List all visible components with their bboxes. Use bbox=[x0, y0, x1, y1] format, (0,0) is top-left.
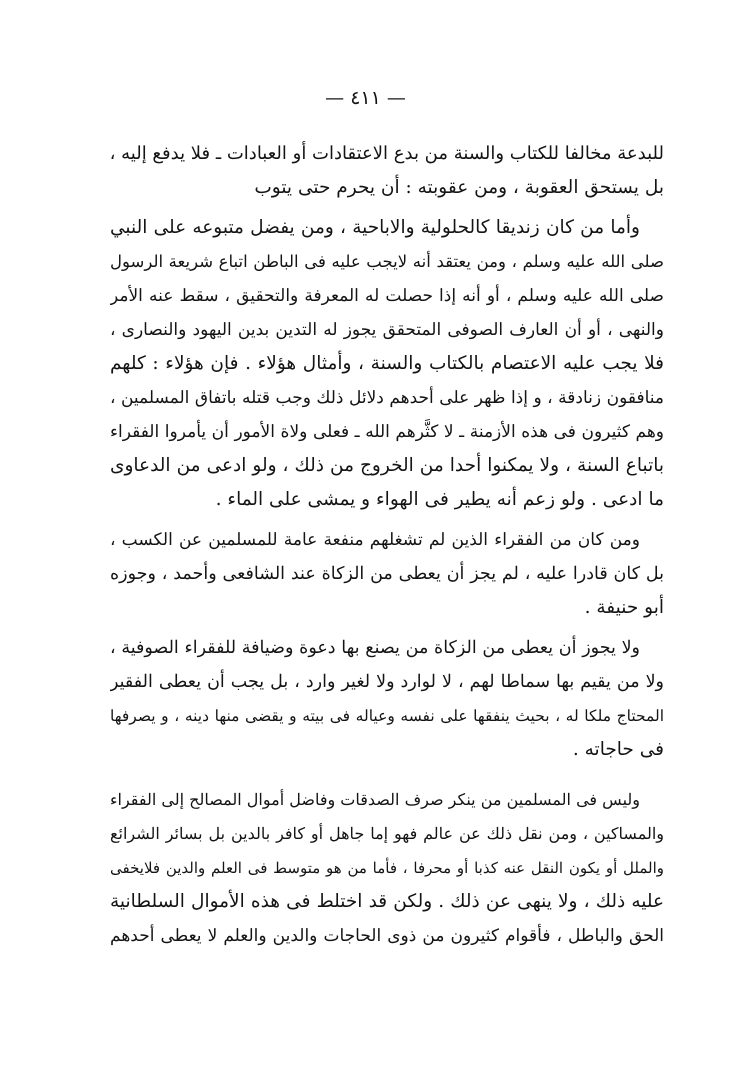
text-line: ولا من يقيم بها سماطا لهم ، لا لوارد ولا لغير وارد ، بل يجب أن يعطى الفقير bbox=[110, 672, 664, 692]
text-line: بل يستحق العقوبة ، ومن عقوبته : أن يحرم حتى يتوب bbox=[254, 177, 664, 198]
text-line: صلى الله عليه وسلم ، أو أنه إذا حصلت له المعرفة والتحقيق ، سقط عنه الأمر bbox=[110, 286, 664, 306]
text-line: ولا يجوز أن يعطى من الزكاة من يصنع بها دعوة وضيافة للفقراء الصوفية ، bbox=[110, 638, 640, 658]
text-line: منافقون زنادقة ، و إذا ظهر على أحدهم دلائل ذلك وجب قتله باتفاق المسلمين ، bbox=[110, 388, 664, 408]
text-line: بل كان قادرا عليه ، لم يجز أن يعطى من الزكاة عند الشافعى وأحمد ، وجوزه bbox=[110, 564, 664, 584]
page-number: — ٤١١ — bbox=[325, 87, 406, 109]
text-line: وهم كثيرون فى هذه الأزمنة ـ لا كثَّرهم الله ـ فعلى ولاة الأمور أن يأمروا الفقراء bbox=[110, 422, 664, 442]
text-line: والمساكين ، ومن نقل ذلك عن عالم فهو إما جاهل أو كافر بالدين بل بسائر الشرائع bbox=[110, 824, 664, 843]
text-line: الحق والباطل ، فأقوام كثيرون من ذوى الحاجات والدين والعلم لا يعطى أحدهم bbox=[110, 926, 664, 946]
text-line: وأما من كان زنديقا كالحلولية والاباحية ، ومن يفضل متبوعه على النبي bbox=[110, 217, 640, 238]
text-line: والنهى ، أو أن العارف الصوفى المتحقق يجوز له التدين بدين اليهود والنصارى ، bbox=[110, 320, 664, 340]
text-line: المحتاج ملكا له ، بحيث ينفقها على نفسه وعياله فى بيته و يقضى منها دينه ، و يصرفها bbox=[110, 707, 664, 725]
text-line: والملل أو يكون النقل عنه كذبا أو محرفا ، فأما من هو متوسط فى العلم والدين فلايخفى bbox=[110, 859, 664, 877]
text-line: ما ادعى . ولو زعم أنه يطير فى الهواء و يمشى على الماء . bbox=[215, 489, 664, 510]
text-line: للبدعة مخالفا للكتاب والسنة من بدع الاعتقادات أو العبادات ـ فلا يدفع إليه ، bbox=[110, 143, 664, 164]
text-line: ومن كان من الفقراء الذين لم تشغلهم منفعة عامة للمسلمين عن الكسب ، bbox=[110, 530, 640, 550]
text-line: عليه ذلك ، ولا ينهى عن ذلك . ولكن قد اختلط فى هذه الأموال السلطانية bbox=[110, 891, 664, 912]
text-line: صلى الله عليه وسلم ، ومن يعتقد أنه لايجب عليه فى الباطن اتباع شريعة الرسول bbox=[110, 252, 664, 271]
text-line: فلا يجب عليه الاعتصام بالكتاب والسنة ، وأمثال هؤلاء . فإن هؤلاء : كلهم bbox=[110, 353, 664, 374]
text-line: وليس فى المسلمين من ينكر صرف الصدقات وفاضل أموال المصالح إلى الفقراء bbox=[110, 790, 640, 809]
text-line: فى حاجاته . bbox=[572, 739, 664, 760]
text-line: أبو حنيفة . bbox=[584, 597, 664, 618]
text-line: باتباع السنة ، ولا يمكنوا أحدا من الخروج من ذلك ، ولو ادعى من الدعاوى bbox=[110, 455, 664, 476]
